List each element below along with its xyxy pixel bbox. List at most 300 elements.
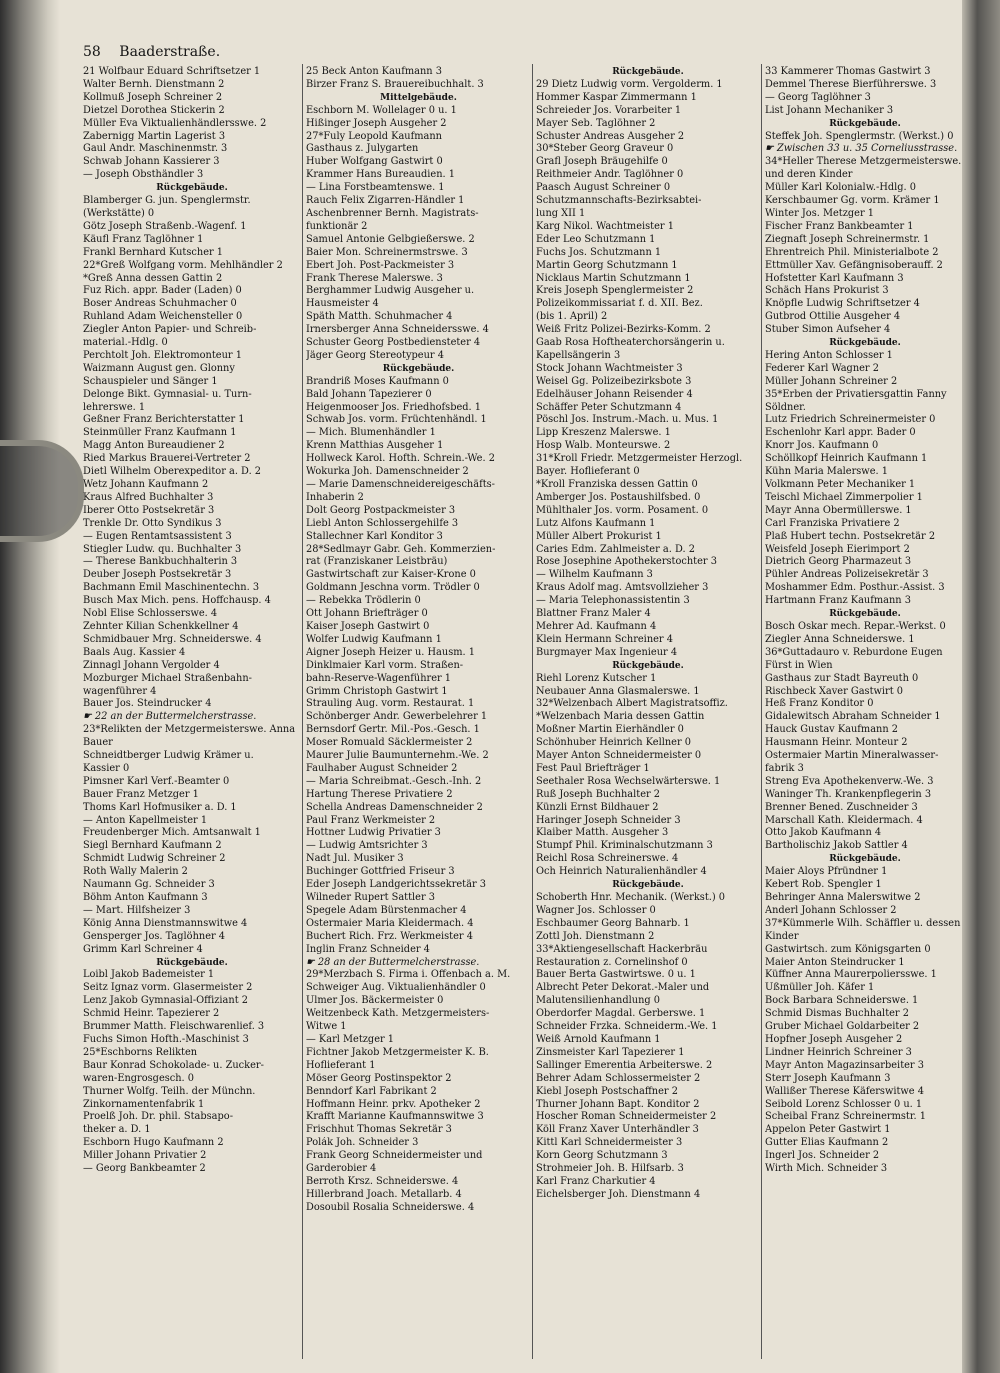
directory-line: Scheibal Franz Schreinermstr. 1 [765,1111,926,1123]
directory-line: Lindner Heinrich Schreiner 3 [765,1046,912,1058]
directory-line: Winter Jos. Metzger 1 [765,207,874,219]
directory-line: — Anton Kapellmeister 1 [83,814,208,826]
directory-line: Knöpfle Ludwig Schriftsetzer 4 [765,298,920,310]
directory-line: Ziegler Anton Papier- und Schreib- [83,324,257,336]
directory-line: Mittelgebäude. [380,92,457,103]
directory-line: Martin Georg Schutzmann 1 [536,259,678,271]
directory-line: Haringer Joseph Schneider 3 [536,814,681,826]
directory-line: Kraus Adolf mag. Amtsvollzieher 3 [536,582,709,594]
directory-line: Carl Franziska Privatiere 2 [765,517,900,529]
directory-line: Korn Georg Schutzmann 3 [536,1150,668,1162]
directory-line: Bock Barbara Schneiderswe. 1 [765,995,919,1007]
directory-line: Gaab Rosa Hoftheaterchorsängerin u. [536,337,725,349]
directory-line: Stumpf Phil. Kriminalschutzmann 3 [536,840,713,852]
directory-line: Berroth Krsz. Schneiderswe. 4 [306,1175,459,1187]
directory-line: Krammer Hans Bureaudien. 1 [306,169,455,181]
directory-line: Bosch Oskar mech. Repar.-Werkst. 0 [765,620,946,632]
directory-line: Dietzel Dorothea Stickerin 2 [83,104,225,116]
directory-line: 32*Welzenbach Albert Magistratsoffiz. [536,698,728,710]
directory-line: Restauration z. Cornelinshof 0 [536,956,688,968]
directory-line: Ott Johann Briefträger 0 [306,608,428,620]
directory-line: Hauck Gustav Kaufmann 2 [765,724,899,736]
directory-line: Baier Mon. Schreinermstrswe. 3 [306,246,468,258]
address-column-3 [536,66,760,1202]
street-title: Baaderstraße. [119,44,221,60]
directory-line: Lenz Jakob Gymnasial-Offiziant 2 [83,995,248,1007]
directory-line: Spegele Adam Bürstenmacher 4 [306,904,467,916]
directory-line: Schutzmannschafts-Bezirksabtei- [536,195,702,207]
directory-line: *Kroll Franziska dessen Gattin 0 [536,479,698,490]
column-divider [761,64,762,1359]
directory-line: Weisfeld Joseph Eierimport 2 [765,543,910,555]
directory-line: Eschborn M. Wollelager 0 u. 1 [306,104,457,116]
directory-line: und deren Kinder [765,169,853,181]
directory-line: Freudenberger Mich. Amtsanwalt 1 [83,827,261,839]
directory-line: Nicklaus Martin Schutzmann 1 [536,272,691,284]
directory-line: Frischhut Thomas Sekretär 3 [306,1124,452,1136]
directory-line: Müller Karl Kolonialw.-Hdlg. 0 [765,182,917,194]
directory-line: 36*Guttadauro v. Reburdone Eugen [765,646,943,658]
directory-line: Edelhäuser Johann Reisender 4 [536,388,693,400]
directory-line: Kinder [765,930,799,942]
directory-line: Schmidt Ludwig Schreiner 2 [83,853,226,865]
directory-line: Liebl Anton Schlossergehilfe 3 [306,517,459,529]
directory-line: Polizeikommissariat f. d. XII. Bez. [536,298,703,310]
directory-line: Schoberth Hnr. Mechanik. (Werkst.) 0 [536,892,726,903]
directory-line: Rückgebäude. [829,609,901,620]
address-column-4 [765,66,965,1176]
directory-line: 22*Greß Wolfgang vorm. Mehlhändler 2 [83,259,283,271]
directory-line: Maier Anton Steindrucker 1 [765,956,905,968]
directory-line: Streng Eva Apothekenverw.-We. 3 [765,775,934,787]
directory-line: *Welzenbach Maria dessen Gattin [536,711,705,723]
directory-line: Fuchs Simon Hofth.-Maschinist 3 [83,1033,249,1045]
directory-line: — Georg Bankbeamter 2 [83,1163,206,1175]
directory-line: Hausmeister 4 [306,298,379,310]
directory-line: Bachmann Emil Maschinentechn. 3 [83,582,260,594]
directory-line: Schäffer Peter Schutzmann 4 [536,401,682,413]
directory-line: Klein Hermann Schreiner 4 [536,633,673,645]
directory-line: Hausmann Heinr. Monteur 2 [765,737,908,749]
directory-line: Hillerbrand Joach. Metallarb. 4 [306,1188,462,1200]
directory-line: Reichl Rosa Schreinerswe. 4 [536,853,679,865]
directory-line: Volkmann Peter Mechaniker 1 [765,479,916,490]
directory-line: 21 Wolfbaur Eduard Schriftsetzer 1 [83,66,261,77]
directory-line: — Eugen Rentamtsassistent 3 [83,530,232,542]
directory-line: Berghammer Ludwig Ausgeher u. [306,285,475,297]
directory-line: (Werkstätte) 0 [83,207,155,219]
directory-line: — Therese Bankbuchhalterin 3 [83,556,238,568]
directory-line: ☛ 28 an der Buttermelcherstrasse. [306,956,480,968]
directory-line: Köll Franz Xaver Unterhändler 3 [536,1124,699,1136]
directory-line: Aschenbrenner Bernh. Magistrats- [306,207,479,219]
directory-line: Schneidtberger Ludwig Krämer u. [83,750,254,762]
directory-line: ☛ 22 an der Buttermelcherstrasse. [83,711,257,723]
directory-line: Rückgebäude. [156,183,228,194]
directory-line: Ulmer Jos. Bäckermeister 0 [306,995,444,1007]
directory-line: Heß Franz Konditor 0 [765,698,874,710]
directory-line: Schella Andreas Damenschneider 2 [306,801,483,813]
directory-line: ☛ Zwischen 33 u. 35 Corneliusstrasse. [765,143,958,155]
directory-line: Moser Romuald Säcklermeister 2 [306,737,473,749]
directory-line: — Ludwig Amtsrichter 3 [306,840,428,852]
directory-line: List Johann Mechaniker 3 [765,104,894,116]
directory-line: Trenkle Dr. Otto Syndikus 3 [83,517,222,529]
directory-line: Eder Leo Schutzmann 1 [536,233,656,245]
directory-line: 35*Erben der Privatiersgattin Fanny [765,388,947,400]
directory-line: Waizmann August gen. Glonny [83,362,235,374]
directory-line: Ebert Joh. Post-Packmeister 3 [306,259,455,271]
directory-line: Grimm Christoph Gastwirt 1 [306,685,448,697]
directory-line: Hopfner Joseph Ausgeher 2 [765,1033,903,1045]
directory-line: Wokurka Joh. Damenschneider 2 [306,466,469,478]
directory-line: Aigner Joseph Heizer u. Hausm. 1 [306,646,475,658]
directory-line: Moßner Martin Eierhändler 0 [536,724,684,736]
directory-line: Karg Nikol. Wachtmeister 1 [536,220,674,232]
directory-line: Fuchs Jos. Schutzmann 1 [536,246,662,258]
directory-line: Krafft Marianne Kaufmannswitwe 3 [306,1111,484,1123]
directory-line: — Marie Damenschneidereigeschäfts- [306,479,495,490]
directory-line: Mayer Anton Schneidermeister 0 [536,750,702,762]
directory-line: Schmid Heinr. Tapezierer 2 [83,1008,220,1020]
directory-line: Kaiser Joseph Gastwirt 0 [306,620,430,632]
directory-line: Sterr Joseph Kaufmann 3 [765,1072,891,1084]
directory-line: Schmid Dismas Buchhalter 2 [765,1008,909,1020]
directory-line: Gaul Andr. Maschinenmstr. 3 [83,143,228,155]
directory-line: Baals Aug. Kassier 4 [83,646,186,658]
directory-line: Hosp Walb. Monteurswe. 2 [536,440,671,452]
directory-line: Hottner Ludwig Privatier 3 [306,827,441,839]
directory-line: Bauer Jos. Steindrucker 4 [83,698,212,710]
directory-line: Stallechner Karl Konditor 3 [306,530,443,542]
directory-line: Albrecht Peter Dekorat.-Maler und [536,982,710,994]
directory-line: Wagner Jos. Schlosser 0 [536,904,656,916]
directory-line: Brummer Matth. Fleischwarenlief. 3 [83,1021,265,1033]
directory-line: Möser Georg Postinspektor 2 [306,1072,452,1084]
directory-line: Lipp Kreszenz Malerswe. 1 [536,427,671,439]
directory-line: Teischl Michael Zimmerpolier 1 [765,491,923,503]
directory-line: Oberdorfer Magdal. Gerberswe. 1 [536,1008,706,1020]
directory-line: Weitzenbeck Kath. Metzgermeisters- [306,1008,490,1020]
page-header [83,44,220,60]
directory-line: Malutensilienhandlung 0 [536,995,660,1007]
directory-line: Mayr Anton Magazinsarbeiter 3 [765,1059,924,1071]
directory-line: Anderl Johann Schlosser 2 [765,904,897,916]
directory-line: Kebert Rob. Spengler 1 [765,879,882,891]
directory-line: Knorr Jos. Kaufmann 0 [765,440,879,452]
directory-line: Roth Wally Malerin 2 [83,866,188,878]
directory-line: Baur Konrad Schokolade- u. Zucker- [83,1059,264,1071]
directory-line: Heigenmooser Jos. Friedhofsbed. 1 [306,401,481,413]
directory-line: Gutter Elias Kaufmann 2 [765,1137,889,1149]
directory-line: Naumann Gg. Schneider 3 [83,879,215,891]
directory-line: Walter Bernh. Dienstmann 2 [83,78,225,90]
directory-line: Strohmeier Joh. B. Hilfsarb. 3 [536,1163,684,1175]
directory-line: Hering Anton Schlosser 1 [765,349,893,361]
directory-line: Kiebl Joseph Postschaffner 2 [536,1085,678,1097]
directory-line: — Mich. Blumenhändler 1 [306,427,436,439]
directory-line: Nobl Elise Schlosserswe. 4 [83,608,218,620]
directory-line: Witwe 1 [306,1021,347,1033]
directory-line: Gruber Michael Goldarbeiter 2 [765,1021,920,1033]
directory-line: 25*Eschborns Relikten [83,1046,198,1058]
directory-line: Ried Markus Brauerei-Vertreter 2 [83,453,251,465]
directory-line: Geßner Franz Berichterstatter 1 [83,414,245,426]
directory-line: Frank Therese Malerswe. 3 [306,272,443,284]
directory-line: Bayer. Hoflieferant 0 [536,466,640,478]
directory-line: Caries Edm. Zahlmeister a. D. 2 [536,543,695,555]
directory-line: Rückgebäude. [829,854,901,865]
directory-line: Otto Jakob Kaufmann 4 [765,827,882,839]
directory-line: Grafl Joseph Bräugehilfe 0 [536,156,668,168]
directory-line: Paul Franz Werkmeister 2 [306,814,436,826]
directory-line: 37*Kümmerle Wilh. Schäffler u. dessen [765,917,961,929]
directory-line: Müller Albert Prokurist 1 [536,530,662,542]
directory-line: — Mart. Hilfsheizer 3 [83,904,191,916]
directory-line: Schönhuber Heinrich Kellner 0 [536,737,691,749]
directory-line: Ziegnaft Joseph Schreinermstr. 1 [765,233,930,245]
directory-line: lung XII 1 [536,207,586,219]
directory-line: Strauling Aug. vorm. Restaurat. 1 [306,698,475,710]
directory-line: 25 Beck Anton Kaufmann 3 [306,66,442,77]
directory-line: Boser Andreas Schuhmacher 0 [83,298,237,310]
directory-line: Fischer Franz Bankbeamter 1 [765,220,914,232]
directory-line: Hoscher Roman Schneidermeister 2 [536,1111,717,1123]
directory-line: 34*Heller Therese Metzgermeisterswe. [765,156,962,168]
directory-line: Götz Joseph Straßenb.-Wagenf. 1 [83,220,247,232]
directory-line: Burgmayer Max Ingenieur 4 [536,646,678,658]
directory-line: Eichelsberger Joh. Dienstmann 4 [536,1188,701,1200]
directory-line: Küffner Anna Maurerpoliersswe. 1 [765,969,937,981]
directory-line: Kollmuß Joseph Schreiner 2 [83,91,223,103]
directory-line: Perchtolt Joh. Elektromonteur 1 [83,349,242,361]
directory-line: Schuster Georg Postbediensteter 4 [306,337,481,349]
directory-line: Thurner Wolfg. Teilh. der Münchn. [83,1085,256,1097]
directory-line: Krenn Matthias Ausgeher 1 [306,440,444,452]
directory-line: 29*Merzbach S. Firma i. Offenbach a. M. [306,969,511,981]
directory-line: Kraus Alfred Buchhalter 3 [83,491,214,503]
directory-line: Pöschl Jos. Instrum.-Mach. u. Mus. 1 [536,414,719,426]
directory-line: Rückgebäude. [156,957,228,968]
directory-line: — Joseph Obsthändler 3 [83,169,204,181]
directory-line: Hoflieferant 1 [306,1059,376,1071]
directory-line: Waninger Th. Krankenpflegerin 3 [765,788,932,800]
directory-line: Gutbrod Ottilie Ausgeher 4 [765,311,901,323]
directory-line: Iberer Otto Postsekretär 3 [83,504,215,516]
directory-line: Seibold Lorenz Schlosser 0 u. 1 [765,1098,923,1110]
directory-line: Neubauer Anna Glasmalerswe. 1 [536,685,700,697]
directory-line: Hartung Therese Privatiere 2 [306,788,453,800]
directory-line: — Wilhelm Kaufmann 3 [536,569,653,581]
directory-line: Rückgebäude. [829,338,901,349]
directory-line: Schuster Andreas Ausgeher 2 [536,130,685,142]
directory-line: Rückgebäude. [612,660,684,671]
directory-line: material.-Hdlg. 0 [83,337,168,349]
directory-line: Miller Johann Privatier 2 [83,1150,207,1162]
directory-line: — Maria Schreibmat.-Gesch.-Inh. 2 [306,775,482,787]
directory-line: Bauer Berta Gastwirtswe. 0 u. 1 [536,969,696,981]
directory-line: Mayer Seb. Taglöhner 2 [536,117,656,129]
directory-line: Schöllkopf Heinrich Kaufmann 1 [765,453,928,465]
directory-line: Sallinger Emerentia Arbeiterswe. 2 [536,1059,713,1071]
directory-line: Klaiber Matth. Ausgeher 3 [536,827,669,839]
directory-line: Ruß Joseph Buchhalter 2 [536,788,661,800]
directory-line: Zottl Joh. Dienstmann 2 [536,930,655,942]
column-divider [302,64,303,1359]
directory-line: Lutz Friedrich Schreinermeister 0 [765,414,936,426]
directory-line: Buchinger Gottfried Friseur 3 [306,866,455,878]
directory-line: Fürst in Wien [765,659,833,671]
directory-line: Ostermaier Martin Mineralwasser- [765,750,939,762]
directory-line: Demmel Therese Bierführerswe. 3 [765,78,937,90]
directory-line: Kassier 0 [83,762,130,774]
directory-line: Gastwirtschaft zur Kaiser-Krone 0 [306,569,476,581]
directory-line: — Karl Metzger 1 [306,1033,395,1045]
directory-line: Behrer Adam Schlossermeister 2 [536,1072,701,1084]
directory-line: Zinnagl Johann Vergolder 4 [83,659,220,671]
directory-line: Bartholischiz Jakob Sattler 4 [765,840,908,852]
directory-line: 30*Steber Georg Graveur 0 [536,143,674,155]
directory-line: Wirth Mich. Schneider 3 [765,1163,888,1175]
directory-line: Inhaberin 2 [306,491,364,503]
directory-line: Eschbaumer Georg Bahnarb. 1 [536,917,690,929]
directory-line: Riehl Lorenz Kutscher 1 [536,672,657,684]
directory-line: — Rebekka Trödlerin 0 [306,595,421,607]
book-gutter [0,0,60,1373]
directory-line: Hoffmann Heinr. prkv. Apotheker 2 [306,1098,481,1110]
directory-line: Fest Paul Briefträger 1 [536,762,650,774]
directory-line: Seitz Ignaz vorm. Glasermeister 2 [83,982,253,994]
directory-line: Rückgebäude. [612,67,684,77]
directory-line: Gastwirtsch. zum Königsgarten 0 [765,943,931,955]
directory-line: Frankl Bernhard Kutscher 1 [83,246,224,258]
directory-line: Hommer Kaspar Zimmermann 1 [536,91,697,103]
directory-line: Gasthaus zur Stadt Bayreuth 0 [765,672,919,684]
page-edge [962,0,1000,1373]
directory-line: Weisel Gg. Polizeibezirksbote 3 [536,375,692,387]
directory-line: Schäch Hans Prokurist 3 [765,285,889,297]
directory-line: Rose Josephine Apothekerstochter 3 [536,556,717,568]
directory-line: Jäger Georg Stereotypeur 4 [306,349,444,361]
directory-line: Dinklmaier Karl vorm. Straßen- [306,659,464,671]
directory-line: Irnersberger Anna Schneidersswe. 4 [306,324,489,336]
directory-line: Seethaler Rosa Wechselwärterswe. 1 [536,775,721,787]
directory-line: Rückgebäude. [829,118,901,129]
directory-line: Pühler Andreas Polizeisekretär 3 [765,569,929,581]
directory-line: Hißinger Joseph Ausgeher 2 [306,117,447,129]
directory-line: Künzli Ernst Bildhauer 2 [536,801,659,813]
directory-line: *Greß Anna dessen Gattin 2 [83,272,223,284]
directory-line: Brandriß Moses Kaufmann 0 [306,375,449,387]
directory-line: Wolfer Ludwig Kaufmann 1 [306,633,442,645]
directory-line: Rückgebäude. [612,880,684,891]
directory-line: Müller Eva Viktualienhändlersswe. 2 [83,117,267,129]
directory-line: Mozburger Michael Straßenbahn- [83,672,252,684]
directory-line: Frank Georg Schneidermeister und [306,1150,483,1162]
directory-line: Zabernigg Martin Lagerist 3 [83,130,226,142]
directory-line: Zinsmeister Karl Tapezierer 1 [536,1046,685,1058]
page-number: 58 [83,44,101,60]
directory-line: Schauspieler und Sänger 1 [83,375,218,387]
directory-line: Bernsdorf Gertr. Mil.-Pos.-Gesch. 1 [306,724,480,736]
directory-line: Zehnter Kilian Schenkkellner 4 [83,620,239,632]
directory-line: Nadt Jul. Musiker 3 [306,853,404,865]
directory-line: Rückgebäude. [382,363,455,374]
directory-line: Grimm Karl Schreiner 4 [83,943,203,955]
directory-line: Stiegler Ludw. qu. Buchhalter 3 [83,543,242,555]
directory-line: Och Heinrich Naturalienhändler 4 [536,866,707,878]
directory-line: Hartmann Franz Kaufmann 3 [765,595,911,607]
directory-line: Kreis Joseph Spenglermeister 2 [536,285,694,297]
directory-line: rat (Franziskaner Leistbräu) [306,556,448,568]
directory-line: Schönberger Andr. Gewerbelehrer 1 [306,711,488,723]
directory-line: Brenner Bened. Zuschneider 3 [765,801,918,813]
directory-line: Appelon Peter Gastwirt 1 [765,1124,891,1136]
directory-line: Birzer Franz S. Brauereibuchhalt. 3 [306,78,484,90]
directory-line: Polák Joh. Schneider 3 [306,1137,419,1149]
directory-line: Kerschbaumer Gg. vorm. Krämer 1 [765,195,940,207]
directory-line: Fichtner Jakob Metzgermeister K. B. [306,1046,489,1058]
directory-line: Gasthaus z. Julygarten [306,143,419,155]
directory-line: Ziegler Anna Schneiderswe. 1 [765,633,915,645]
directory-line: Weiß Fritz Polizei-Bezirks-Komm. 2 [536,324,711,336]
directory-line: funktionär 2 [306,220,368,232]
directory-line: Maurer Julie Baumunternehm.-We. 2 [306,750,489,762]
directory-line: Marschall Kath. Kleidermach. 4 [765,814,923,826]
directory-line: Faulhaber August Schneider 2 [306,762,458,774]
directory-line: Fuz Rich. appr. Bader (Laden) 0 [83,285,242,297]
directory-line: Blattner Franz Maler 4 [536,608,651,620]
directory-line: Thoms Karl Hofmusiker a. D. 1 [83,801,237,813]
directory-line: Kühn Maria Malerswe. 1 [765,466,888,478]
directory-line: Blamberger G. jun. Spenglermstr. [83,195,251,207]
directory-line: Ostermaier Maria Kleidermach. 4 [306,917,474,929]
directory-line: Wilneder Rupert Sattler 3 [306,892,436,903]
directory-line: wagenführer 4 [83,685,157,697]
directory-line: Gensperger Jos. Taglöhner 4 [83,930,226,942]
directory-line: Deuber Joseph Postsekretär 3 [83,569,232,581]
directory-line: (bis 1. April) 2 [536,311,608,323]
directory-line: Dolt Georg Postpackmeister 3 [306,504,456,516]
directory-line: Delonge Bikt. Gymnasial- u. Turn- [83,388,252,400]
directory-line: Schweiger Aug. Viktualienhändler 0 [306,982,486,994]
directory-line: Behringer Anna Malerswitwe 2 [765,892,921,903]
directory-line: Käufl Franz Taglöhner 1 [83,233,204,245]
directory-line: lehrerswe. 1 [83,401,146,413]
directory-line: Hofstetter Karl Kaufmann 3 [765,272,904,284]
directory-line: Moshammer Edm. Posthur.-Assist. 3 [765,582,945,594]
directory-line: Busch Max Mich. pens. Hoffchausp. 4 [83,595,271,607]
directory-line: Dosoubil Rosalia Schneiderswe. 4 [306,1201,475,1213]
directory-line: Schmidbauer Mrg. Schneiderswe. 4 [83,633,262,645]
address-column-1 [83,66,301,1176]
directory-line: Ettmüller Xav. Gefängnisoberauff. 2 [765,259,943,271]
directory-line: Proelß Joh. Dr. phil. Stabsapo- [83,1111,234,1123]
directory-line: Karl Franz Charkutier 4 [536,1175,656,1187]
directory-line: Eschborn Hugo Kaufmann 2 [83,1137,224,1149]
directory-line: Dietrich Georg Pharmazeut 3 [765,556,912,568]
directory-line: Thurner Johann Bapt. Konditor 2 [536,1098,700,1110]
directory-line: 23*Relikten der Metzgermeisterswe. Anna [83,724,296,736]
directory-line: Wallißer Therese Käferswitwe 4 [765,1085,924,1097]
directory-line: Schreieder Jos. Vorarbeiter 1 [536,104,682,116]
directory-line: Rauch Felix Zigarren-Händler 1 [306,195,465,207]
directory-line: Ehrentreich Phil. Ministerialbote 2 [765,246,939,258]
directory-line: Zinkornamentenfabrik 1 [83,1098,205,1110]
directory-line: — Maria Telephonassistentin 3 [536,595,690,607]
directory-line: Magg Anton Bureaudiener 2 [83,440,225,452]
directory-line: Stuber Simon Aufseher 4 [765,324,891,336]
